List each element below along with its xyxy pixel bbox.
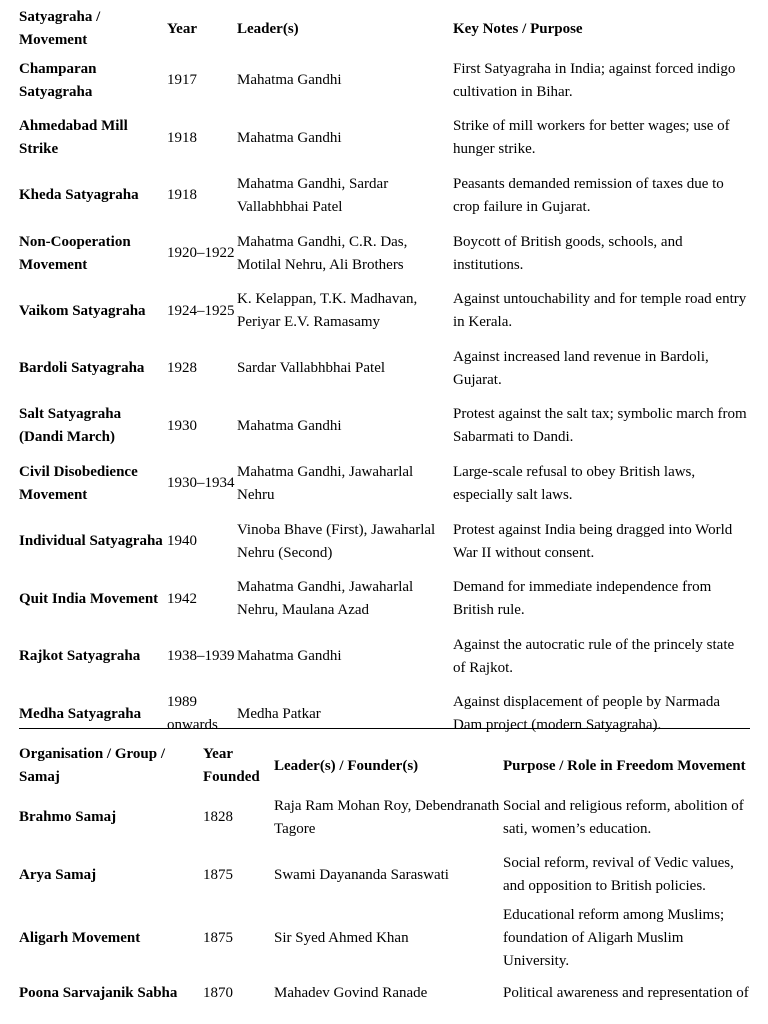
year-cell: 1918 — [167, 129, 197, 146]
movement-cell: Kheda Satyagraha — [19, 187, 139, 204]
movement-cell: Individual Satyagraha — [19, 533, 163, 550]
table-row — [19, 282, 749, 340]
table-row — [19, 513, 749, 571]
table-header-row — [19, 743, 749, 789]
year-cell: 1940 — [167, 533, 197, 550]
notes-cell: Strike of mill workers for better wages; use of hunger strike. — [453, 118, 730, 158]
table-row — [19, 52, 749, 110]
movement-cell: Quit India Movement — [19, 590, 159, 607]
founders-cell: Sir Syed Ahmed Khan — [274, 930, 409, 947]
year-cell: 1930 — [167, 417, 197, 434]
founders-cell: Swami Dayananda Saraswati — [274, 866, 449, 883]
table-header-row — [19, 6, 749, 52]
year-founded-cell: 1875 — [203, 930, 233, 947]
founders-cell: Mahadev Govind Ranade — [274, 985, 428, 1002]
movement-cell: Bardoli Satyagraha — [19, 360, 145, 377]
organisation-cell: Poona Sarvajanik Sabha — [19, 985, 178, 1002]
purpose-cell: Social reform, revival of Vedic values, and opposition to British policies. — [503, 855, 734, 895]
header-movement: Satyagraha / Movement — [19, 9, 101, 48]
header-purpose: Purpose / Role in Freedom Movement — [503, 757, 746, 774]
notes-cell: Protest against the salt tax; symbolic march from Sabarmati to Dandi. — [453, 406, 747, 446]
table-row — [19, 398, 749, 456]
notes-cell: Peasants demanded remission of taxes due to crop failure in Gujarat. — [453, 175, 724, 215]
year-founded-cell: 1875 — [203, 866, 233, 883]
header-organisation: Organisation / Group / Samaj — [19, 746, 166, 785]
leaders-cell: Sardar Vallabhbhai Patel — [237, 360, 386, 377]
year-cell: 1938–1939 — [167, 648, 235, 665]
notes-cell: Against increased land revenue in Bardoli, Gujarat. — [453, 348, 709, 388]
table-row — [19, 570, 749, 628]
year-cell: 1924–1925 — [167, 302, 235, 319]
notes-cell: Against displacement of people by Narmada Dam project (modern Satyagraha). — [453, 694, 720, 734]
organisations-table — [19, 743, 749, 1005]
year-founded-cell: 1828 — [203, 809, 233, 826]
leaders-cell: Vinoba Bhave (First), Jawaharlal Nehru (Second) — [237, 521, 436, 561]
purpose-cell: Political awareness and representation of — [503, 985, 749, 1002]
notes-cell: Protest against India being dragged into World War II without consent. — [453, 521, 733, 561]
notes-cell: Against untouchability and for temple road entry in Kerala. — [453, 291, 747, 331]
movement-cell: Ahmedabad Mill Strike — [19, 118, 128, 158]
leaders-cell: Mahatma Gandhi, Jawaharlal Nehru — [237, 463, 414, 503]
movement-cell: Medha Satyagraha — [19, 705, 142, 722]
organisation-cell: Arya Samaj — [19, 866, 97, 883]
year-cell: 1918 — [167, 187, 197, 204]
notes-cell: First Satyagraha in India; against forced indigo cultivation in Bihar. — [453, 60, 736, 100]
leaders-cell: K. Kelappan, T.K. Madhavan, Periyar E.V. Ramasamy — [237, 291, 418, 331]
header-key-notes: Key Notes / Purpose — [453, 20, 583, 37]
table-row — [19, 847, 749, 905]
year-cell: 1917 — [167, 72, 197, 89]
table-row — [19, 628, 749, 686]
leaders-cell: Mahatma Gandhi — [237, 417, 342, 434]
year-cell: 1920–1922 — [167, 245, 235, 262]
notes-cell: Large-scale refusal to obey British laws, especially salt laws. — [453, 463, 696, 503]
section-divider — [19, 728, 750, 729]
movement-cell: Non-Cooperation Movement — [19, 233, 131, 273]
organisation-cell: Aligarh Movement — [19, 930, 141, 947]
leaders-cell: Mahatma Gandhi — [237, 648, 342, 665]
header-leaders: Leader(s) — [237, 20, 299, 37]
notes-cell: Boycott of British goods, schools, and institutions. — [453, 233, 683, 273]
leaders-cell: Mahatma Gandhi, C.R. Das, Motilal Nehru, Ali Brothers — [237, 233, 408, 273]
movement-cell: Vaikom Satyagraha — [19, 302, 146, 319]
leaders-cell: Mahatma Gandhi, Jawaharlal Nehru, Maulana Azad — [237, 579, 414, 619]
leaders-cell: Mahatma Gandhi, Sardar Vallabhbhai Patel — [237, 175, 389, 215]
leaders-cell: Medha Patkar — [237, 705, 321, 722]
table-row — [19, 973, 749, 1005]
table-row — [19, 225, 749, 283]
table-row — [19, 455, 749, 513]
leaders-cell: Mahatma Gandhi — [237, 129, 342, 146]
purpose-cell: Educational reform among Muslims; foundation of Aligarh Muslim University. — [503, 907, 725, 970]
table-row — [19, 167, 749, 225]
organisation-cell: Brahmo Samaj — [19, 809, 117, 826]
year-cell: 1989 onwards — [167, 694, 218, 734]
movement-cell: Salt Satyagraha (Dandi March) — [19, 406, 122, 446]
table-row — [19, 789, 749, 847]
satyagraha-table — [19, 6, 749, 743]
header-founders: Leader(s) / Founder(s) — [274, 757, 419, 774]
movement-cell: Champaran Satyagraha — [19, 60, 97, 100]
notes-cell: Against the autocratic rule of the princely state of Rajkot. — [453, 636, 735, 676]
table-row — [19, 340, 749, 398]
header-year: Year — [167, 20, 197, 37]
year-cell: 1928 — [167, 360, 197, 377]
year-founded-cell: 1870 — [203, 985, 233, 1002]
movement-cell: Rajkot Satyagraha — [19, 648, 141, 665]
movement-cell: Civil Disobedience Movement — [19, 463, 138, 503]
purpose-cell: Social and religious reform, abolition of sati, women’s education. — [503, 797, 744, 837]
founders-cell: Raja Ram Mohan Roy, Debendranath Tagore — [274, 797, 500, 837]
notes-cell: Demand for immediate independence from British rule. — [453, 579, 712, 619]
table-row — [19, 904, 749, 973]
table-row — [19, 686, 749, 744]
leaders-cell: Mahatma Gandhi — [237, 72, 342, 89]
header-year-founded: Year Founded — [203, 746, 260, 785]
year-cell: 1942 — [167, 590, 197, 607]
table-row — [19, 110, 749, 168]
year-cell: 1930–1934 — [167, 475, 235, 492]
